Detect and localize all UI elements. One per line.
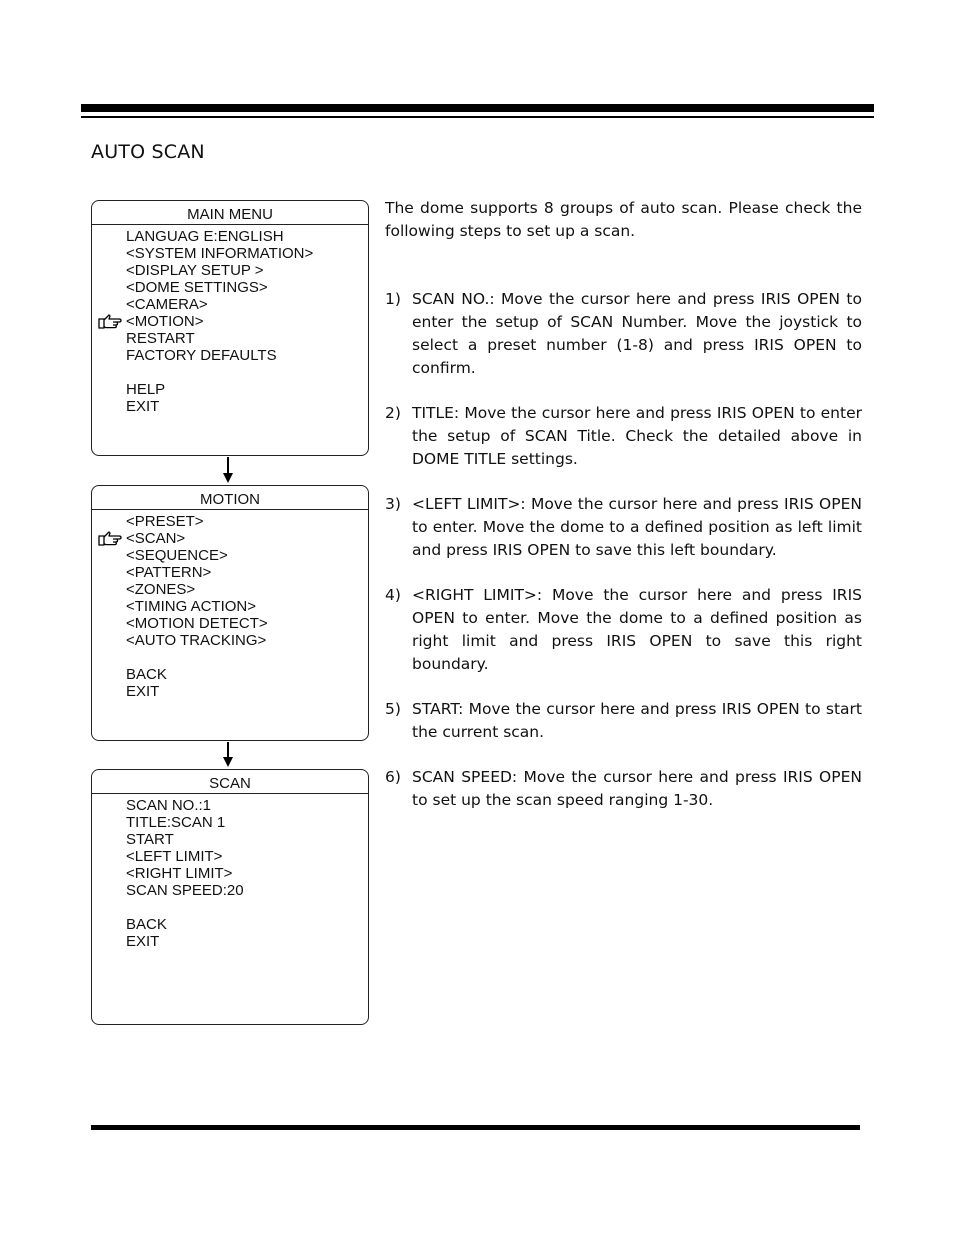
menu-item[interactable]	[92, 632, 368, 649]
menu-item-label: <DOME SETTINGS>	[126, 279, 268, 296]
menu-item[interactable]	[92, 797, 368, 814]
step-item	[385, 402, 862, 471]
menu-item[interactable]	[92, 398, 368, 415]
menu-item[interactable]	[92, 564, 368, 581]
menu-item[interactable]	[92, 882, 368, 899]
step-text: SCAN NO.: Move the cursor here and press IRIS OPEN to enter the setup of SCAN Number. Move the joystick to select a preset number (1-8) and press IRIS OPEN to confirm.	[412, 290, 862, 377]
menu-item-label: <MOTION>	[126, 313, 204, 330]
menu-item-label: BACK	[126, 666, 167, 683]
step-number: 4)	[385, 586, 401, 604]
step-text: <LEFT LIMIT>: Move the cursor here and press IRIS OPEN to enter. Move the dome to a defined position as left limit and press IRIS OPEN to save this left boundary.	[412, 495, 862, 559]
menu-item[interactable]	[92, 683, 368, 700]
menu-item-label: <PATTERN>	[126, 564, 212, 581]
menu-item-label: HELP	[126, 381, 166, 398]
step-number: 6)	[385, 768, 401, 786]
menu-item-label: SCAN NO.:1	[126, 797, 212, 814]
menu-item[interactable]	[92, 262, 368, 279]
header-rule-thin	[81, 116, 874, 118]
menu-items	[92, 510, 368, 700]
motion-menu-box	[91, 485, 369, 741]
menu-item[interactable]	[92, 933, 368, 950]
menu-spacer	[92, 899, 368, 916]
menu-items	[92, 794, 368, 950]
menu-item-label: <TIMING ACTION>	[126, 598, 257, 615]
menu-item-label: <SEQUENCE>	[126, 547, 228, 564]
menu-title: MOTION	[92, 486, 368, 510]
menu-item-label: <RIGHT LIMIT>	[126, 865, 233, 882]
step-item	[385, 288, 862, 380]
step-item	[385, 584, 862, 676]
step-number: 5)	[385, 700, 401, 718]
menu-item-label: FACTORY DEFAULTS	[126, 347, 277, 364]
step-item	[385, 766, 862, 812]
arrow-down-icon	[223, 473, 233, 483]
scan-menu-box	[91, 769, 369, 1025]
menu-item-label: <DISPLAY SETUP >	[126, 262, 264, 279]
menu-item-label: EXIT	[126, 933, 160, 950]
menu-item[interactable]	[92, 831, 368, 848]
header-rule-thick	[81, 104, 874, 112]
menu-item[interactable]	[92, 916, 368, 933]
menu-title: MAIN MENU	[92, 201, 368, 225]
menu-item[interactable]	[92, 848, 368, 865]
step-number: 2)	[385, 404, 401, 422]
step-text: SCAN SPEED: Move the cursor here and press IRIS OPEN to set up the scan speed ranging 1-30.	[412, 768, 862, 809]
steps-list	[385, 288, 862, 834]
menu-item-label: <MOTION DETECT>	[126, 615, 268, 632]
menu-item[interactable]	[92, 814, 368, 831]
menu-item-label: SCAN SPEED:20	[126, 882, 244, 899]
menu-item[interactable]	[92, 228, 368, 245]
step-number: 3)	[385, 495, 401, 513]
menu-item[interactable]	[92, 245, 368, 262]
pointing-hand-icon	[98, 313, 122, 330]
pointing-hand-icon	[98, 530, 122, 547]
step-text: <RIGHT LIMIT>: Move the cursor here and press IRIS OPEN to enter. Move the dome to a defined position as right limit and press IRIS OPEN to save this right boundary.	[412, 586, 862, 673]
menu-item-label: <ZONES>	[126, 581, 196, 598]
menu-title: SCAN	[92, 770, 368, 794]
menu-item[interactable]	[92, 279, 368, 296]
menu-item[interactable]	[92, 347, 368, 364]
menu-item-label: RESTART	[126, 330, 195, 347]
menu-item[interactable]	[92, 381, 368, 398]
menu-item-label: LANGUAG E:ENGLISH	[126, 228, 284, 245]
menu-item[interactable]	[92, 581, 368, 598]
intro-paragraph: The dome supports 8 groups of auto scan. Please check the following steps to set up a scan.	[385, 199, 862, 240]
menu-item[interactable]	[92, 598, 368, 615]
step-text: START: Move the cursor here and press IRIS OPEN to start the current scan.	[412, 700, 862, 741]
menu-item-label: BACK	[126, 916, 167, 933]
menu-items	[92, 225, 368, 415]
menu-item[interactable]	[92, 615, 368, 632]
step-item	[385, 493, 862, 562]
menu-item[interactable]	[92, 666, 368, 683]
step-text: TITLE: Move the cursor here and press IRIS OPEN to enter the setup of SCAN Title. Check the detailed above in DOME TITLE settings.	[412, 404, 862, 468]
menu-item-label: <LEFT LIMIT>	[126, 848, 223, 865]
step-number: 1)	[385, 290, 401, 308]
menu-item[interactable]	[92, 530, 368, 547]
menu-item-label: START	[126, 831, 174, 848]
menu-item[interactable]	[92, 313, 368, 330]
menu-item-label: <AUTO TRACKING>	[126, 632, 267, 649]
menu-item[interactable]	[92, 296, 368, 313]
menu-item[interactable]	[92, 547, 368, 564]
section-title: AUTO SCAN	[91, 141, 205, 163]
menu-item[interactable]	[92, 865, 368, 882]
menu-item-label: <CAMERA>	[126, 296, 208, 313]
menu-item[interactable]	[92, 330, 368, 347]
footer-rule	[91, 1125, 860, 1130]
menu-item-label: <PRESET>	[126, 513, 204, 530]
main-menu-box	[91, 200, 369, 456]
menu-spacer	[92, 649, 368, 666]
menu-item-label: TITLE:SCAN 1	[126, 814, 226, 831]
menu-item-label: <SYSTEM INFORMATION>	[126, 245, 314, 262]
menu-item-label: <SCAN>	[126, 530, 186, 547]
menu-item-label: EXIT	[126, 398, 160, 415]
menu-item[interactable]	[92, 513, 368, 530]
step-item	[385, 698, 862, 744]
menu-spacer	[92, 364, 368, 381]
menu-item-label: EXIT	[126, 683, 160, 700]
arrow-down-icon	[223, 757, 233, 767]
